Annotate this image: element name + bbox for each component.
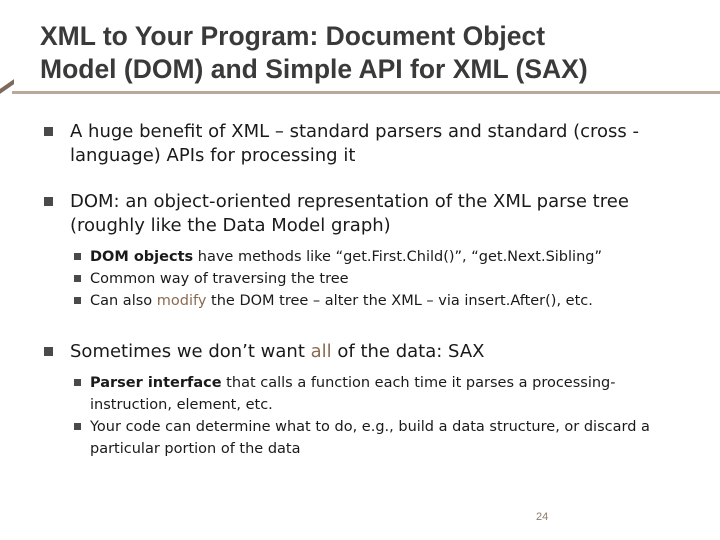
dom-subbullets: [70, 246, 684, 312]
traversal-text: Common way of traversing the tree: [90, 271, 349, 287]
square-bullet-icon: [74, 253, 81, 260]
sax-text-post: of the data: SAX: [331, 341, 485, 362]
page-number: 24: [536, 511, 549, 523]
square-bullet-icon: [74, 423, 81, 430]
square-bullet-icon: [44, 197, 53, 206]
title-divider: [12, 91, 720, 94]
slide-body: [44, 120, 684, 482]
parser-interface-text: that calls a function each time it parses a processing-instruction, element, etc.: [90, 375, 616, 413]
slide-title: [40, 20, 700, 86]
bullet-dom: [44, 190, 684, 312]
square-bullet-icon: [44, 127, 53, 136]
dom-objects-text: have methods like “get.First.Child()”, “get.Next.Sibling”: [193, 249, 602, 265]
square-bullet-icon: [74, 275, 81, 282]
slide-title-line-1: XML to Your Program: Document Object: [40, 21, 546, 51]
sax-text-pre: Sometimes we don’t want: [70, 341, 311, 362]
modify-highlight: modify: [156, 293, 207, 309]
modify-text-pre: Can also: [90, 293, 157, 309]
subbullet-your-code: [70, 416, 684, 460]
subbullet-modify: [70, 290, 684, 312]
bullet-benefit-text: A huge benefit of XML – standard parsers and standard (cross -language) APIs for processing it: [70, 121, 640, 166]
dom-objects-term: DOM objects: [90, 249, 194, 265]
parser-interface-term: Parser interface: [90, 375, 222, 391]
modify-text-post: the DOM tree – alter the XML – via insert.After(), etc.: [206, 293, 593, 309]
subbullet-parser-interface: [70, 372, 684, 416]
bullet-benefit: [44, 120, 684, 168]
subbullet-traversal: [70, 268, 684, 290]
square-bullet-icon: [74, 297, 81, 304]
slide-title-line-2: Model (DOM) and Simple API for XML (SAX): [40, 54, 588, 84]
square-bullet-icon: [74, 379, 81, 386]
square-bullet-icon: [44, 347, 53, 356]
sax-subbullets: [70, 372, 684, 460]
sax-highlight: all: [310, 341, 332, 362]
bullet-dom-text: DOM: an object-oriented representation of the XML parse tree (roughly like the Data Model graph): [70, 191, 629, 236]
subbullet-dom-objects: [70, 246, 684, 268]
bullet-sax: [44, 340, 684, 460]
your-code-text: Your code can determine what to do, e.g., build a data structure, or discard a particular portion of the data: [90, 419, 650, 457]
